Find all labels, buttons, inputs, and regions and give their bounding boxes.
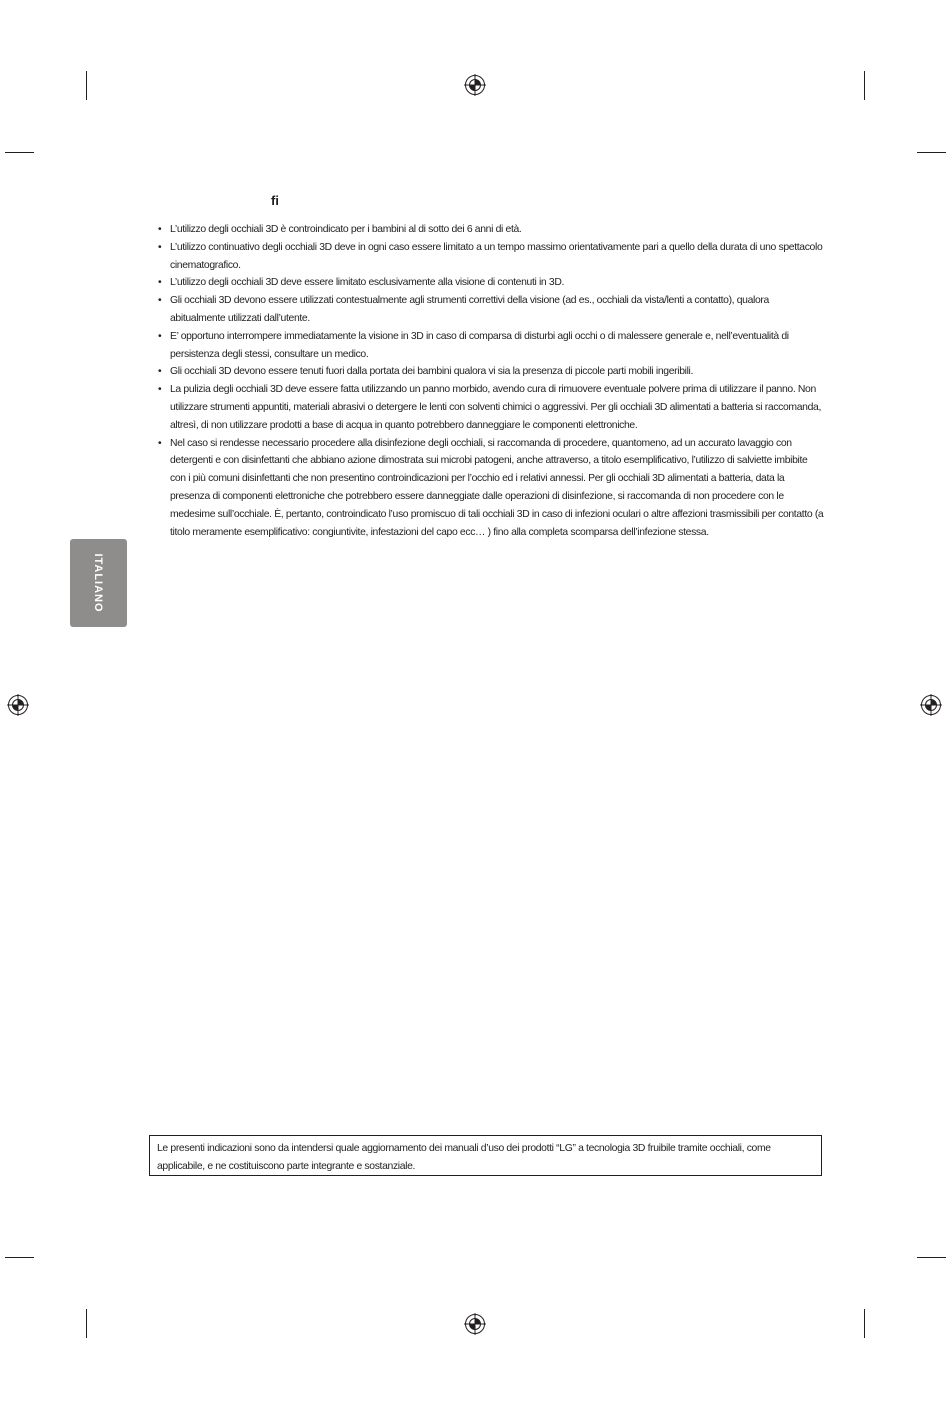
crop-mark-bottom-right-vertical (864, 1309, 865, 1338)
crop-mark-top-left-vertical (86, 71, 87, 100)
list-item: • E’ opportuno interrompere immediatamente la visione in 3D in caso di comparsa di disturbi agli occhi o di malessere generale e, nell’eventualità di persistenza degli stessi, consultare un medico. (156, 328, 824, 364)
list-item: • L’utilizzo continuativo degli occhiali 3D deve in ogni caso essere limitato a un tempo massimo orientativamente pari a quello della durata di uno spettacolo cinematografico. (156, 239, 824, 275)
list-item: • Gli occhiali 3D devono essere utilizzati contestualmente agli strumenti correttivi della visione (ad es., occhiali da vista/lenti a contatto), qualora abitualmente utilizzati dall’utente. (156, 292, 824, 328)
footer-note-box: Le presenti indicazioni sono da intendersi quale aggiornamento dei manuali d’uso dei prodotti “LG” a tecnologia 3D fruibile tramite occhiali, come applicabile, e ne costituiscono parte integrante e sostanziale. (149, 1135, 822, 1176)
registration-mark-icon (920, 694, 942, 716)
list-item: • L’utilizzo degli occhiali 3D è controindicato per i bambini al di sotto dei 6 anni di età. (156, 221, 824, 239)
list-item: • Gli occhiali 3D devono essere tenuti fuori dalla portata dei bambini qualora vi sia la presenza di piccole parti mobili ingeribili. (156, 363, 824, 381)
language-side-tab (70, 539, 127, 627)
crop-mark-bottom-left-vertical (86, 1309, 87, 1338)
language-tab-label: ITALIANO (92, 553, 104, 613)
warnings-list (156, 221, 824, 541)
crop-mark-bottom-right-horizontal (917, 1257, 946, 1258)
crop-mark-top-right-horizontal (917, 152, 946, 153)
list-item: • La pulizia degli occhiali 3D deve essere fatta utilizzando un panno morbido, avendo cura di rimuovere eventuale polvere prima di utilizzare il panno. Non utilizzare strumenti appuntiti, materiali abrasivi o detergere le lenti con solventi chimici o aggressivi. Per gli occhiali 3D alimentati a batteria si raccomanda, altresì, di non utilizzare prodotti a base di acqua in quanto potrebbero danneggiare le componenti elettroniche. (156, 381, 824, 434)
list-item: • Nel caso si rendesse necessario procedere alla disinfezione degli occhiali, si raccomanda di procedere, quantomeno, ad un accurato lavaggio con detergenti e con disinfettanti che abbiano azione dimostrata sui microbi patogeni, anche attraverso, a titolo esemplificativo, l’utilizzo di salviette imbibite con i più comuni disinfettanti che non presentino controindicazioni per l’occhio ed i relativi annessi. Per gli occhiali 3D alimentati a batteria, data la presenza di componenti elettroniche che potrebbero essere danneggiate dalle operazioni di disinfezione, si raccomanda di non procedere con le medesime sull’occhiale. È, pertanto, controindicato l’uso promiscuo di tali occhiali 3D in caso di infezioni oculari o altre affezioni trasmissibili per contatto (a titolo meramente esemplificativo: congiuntivite, infestazioni del capo ecc… ) fino alla completa scomparsa dell’infezione stessa. (156, 435, 824, 542)
crop-mark-top-right-vertical (864, 71, 865, 100)
crop-mark-top-left-horizontal (5, 152, 34, 153)
section-heading: ﬁ (271, 193, 279, 208)
crop-mark-bottom-left-horizontal (5, 1257, 34, 1258)
registration-mark-icon (7, 694, 29, 716)
list-item: • L’utilizzo degli occhiali 3D deve essere limitato esclusivamente alla visione di contenuti in 3D. (156, 274, 824, 292)
registration-mark-icon (464, 74, 486, 96)
registration-mark-icon (464, 1313, 486, 1335)
